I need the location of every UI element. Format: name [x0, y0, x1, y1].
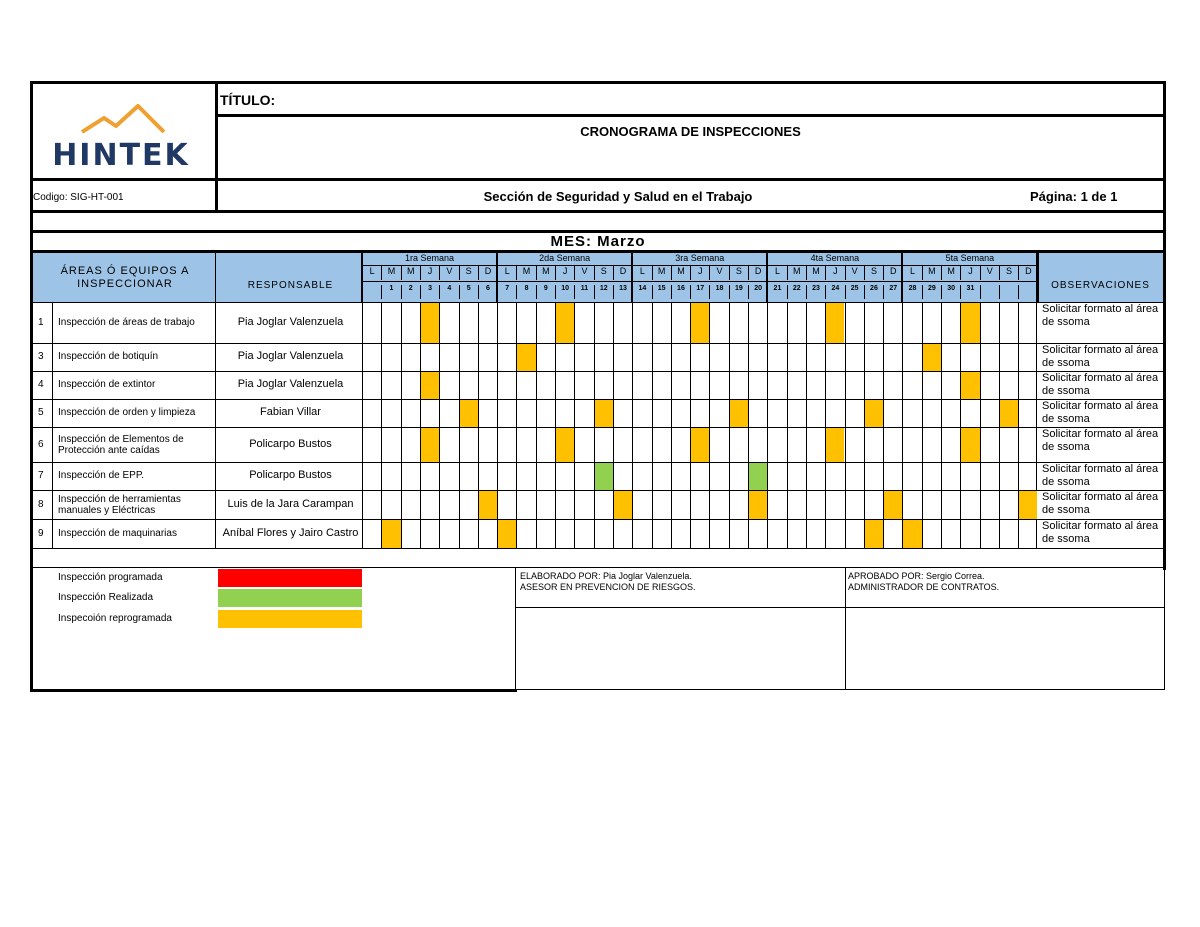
week-label: 3ra Semana — [675, 253, 725, 263]
schedule-mark-reprogramada — [749, 491, 767, 519]
divider — [516, 302, 517, 548]
week-label: 4ta Semana — [810, 253, 860, 263]
day-letter: L — [497, 266, 516, 280]
divider — [362, 265, 1036, 266]
schedule-mark-reprogramada — [556, 303, 574, 343]
mountain-icon — [42, 100, 202, 140]
schedule-mark-reprogramada — [614, 491, 632, 519]
day-number: 8 — [516, 285, 535, 299]
day-letter: M — [922, 266, 941, 280]
row-responsable: Policarpo Bustos — [249, 437, 332, 450]
schedule-mark-reprogramada — [923, 344, 941, 371]
day-letter: M — [806, 266, 825, 280]
aprobado-cargo: ADMINISTRADOR DE CONTRATOS. — [848, 582, 1000, 592]
day-letter: J — [690, 266, 709, 280]
day-number: 1 — [381, 285, 400, 299]
day-number — [1018, 285, 1037, 299]
day-number: 23 — [806, 285, 825, 299]
row-responsable: Pia Joglar Valenzuela — [237, 350, 344, 362]
divider — [33, 548, 1165, 549]
divider — [632, 302, 633, 548]
day-letter: M — [671, 266, 690, 280]
divider — [901, 253, 903, 302]
day-number: 17 — [690, 285, 709, 299]
header-areas: ÁREAS Ó EQUIPOS A INSPECCIONAR — [60, 265, 190, 290]
hintek-logo — [42, 100, 202, 172]
row-observaciones: Solicitar formato al área de ssoma — [1042, 372, 1159, 397]
day-letter: L — [632, 266, 651, 280]
day-number: 6 — [478, 285, 497, 299]
day-number: 21 — [767, 285, 786, 299]
day-number: 4 — [439, 285, 458, 299]
schedule-mark-reprogramada — [826, 303, 844, 343]
day-number: 2 — [401, 285, 420, 299]
day-letter: M — [536, 266, 555, 280]
day-number: 18 — [709, 285, 728, 299]
row-responsable: Luis de la Jara Carampan — [227, 497, 354, 510]
day-number: 14 — [632, 285, 651, 299]
row-index: 3 — [38, 351, 44, 362]
day-letter: V — [845, 266, 864, 280]
day-number: 16 — [671, 285, 690, 299]
day-number: 27 — [883, 285, 902, 299]
row-observaciones: Solicitar formato al área de ssoma — [1042, 463, 1159, 488]
day-number: 19 — [729, 285, 748, 299]
divider — [845, 302, 846, 548]
day-letter: M — [652, 266, 671, 280]
row-observaciones: Solicitar formato al área de ssoma — [1042, 520, 1159, 545]
divider — [671, 302, 672, 548]
legend-swatch-reprogramada — [218, 610, 362, 628]
day-letter: D — [613, 266, 632, 280]
day-letter: V — [980, 266, 999, 280]
row-responsable: Policarpo Bustos — [249, 469, 332, 481]
divider — [33, 519, 1165, 520]
day-number: 28 — [902, 285, 921, 299]
schedule-mark-reprogramada — [517, 344, 535, 371]
row-area: Inspección de herramientas manuales y Eléctricas — [58, 493, 181, 516]
row-index: 9 — [38, 527, 44, 539]
day-letter: S — [999, 266, 1018, 280]
divider — [33, 302, 1165, 303]
schedule-mark-reprogramada — [479, 491, 497, 519]
day-letter: M — [516, 266, 535, 280]
row-area: Inspección de extintor — [58, 379, 156, 390]
divider — [787, 302, 788, 548]
schedule-mark-reprogramada — [498, 520, 516, 548]
day-number: 30 — [941, 285, 960, 299]
divider — [652, 302, 653, 548]
divider — [941, 302, 942, 548]
legend-swatch-programada — [218, 569, 362, 587]
divider — [52, 302, 53, 548]
day-letter: S — [864, 266, 883, 280]
row-responsable: Pia Joglar Valenzuela — [237, 378, 344, 390]
row-area: Inspección de áreas de trabajo — [58, 316, 195, 328]
divider — [33, 343, 1165, 344]
divider — [496, 253, 498, 302]
divider — [980, 302, 981, 548]
divider — [806, 302, 807, 548]
day-letter: J — [960, 266, 979, 280]
divider — [766, 253, 768, 302]
day-number: 9 — [536, 285, 555, 299]
row-area: Inspección de botiquín — [58, 351, 159, 362]
schedule-mark-reprogramada — [865, 520, 883, 548]
schedule-mark-reprogramada — [961, 372, 979, 399]
day-letter: L — [362, 266, 381, 280]
legend-label-reprogramada: Inspecoión reprogramada — [58, 613, 172, 624]
section-title: Sección de Seguridad y Salud en el Trabajo — [483, 189, 753, 204]
schedule-mark-realizada — [749, 463, 767, 490]
schedule-mark-realizada — [595, 463, 613, 490]
aprobado-por: APROBADO POR: Sergio Correa. — [848, 571, 985, 581]
day-letter: D — [883, 266, 902, 280]
day-number: 3 — [420, 285, 439, 299]
schedule-mark-reprogramada — [421, 372, 439, 399]
schedule-mark-reprogramada — [421, 303, 439, 343]
day-number — [980, 285, 999, 299]
day-letter: S — [459, 266, 478, 280]
day-number: 20 — [748, 285, 767, 299]
schedule-mark-reprogramada — [595, 400, 613, 427]
month-label: MES: Marzo — [550, 233, 646, 250]
row-responsable: Pia Joglar Valenzuela — [237, 315, 344, 328]
legend-label-realizada: Inspección Realizada — [58, 592, 154, 603]
day-letter: M — [381, 266, 400, 280]
day-number: 25 — [845, 285, 864, 299]
day-letter: D — [478, 266, 497, 280]
schedule-mark-reprogramada — [826, 428, 844, 462]
row-area: Inspección de maquinarias — [58, 527, 177, 539]
day-letter: V — [574, 266, 593, 280]
day-letter: J — [420, 266, 439, 280]
schedule-mark-reprogramada — [961, 428, 979, 462]
divider — [362, 281, 1036, 282]
day-number: 5 — [459, 285, 478, 299]
codigo-label: Codigo: SIG-HT-001 — [33, 192, 124, 203]
schedule-mark-reprogramada — [865, 400, 883, 427]
divider — [902, 302, 903, 548]
day-number — [999, 285, 1018, 299]
row-index: 1 — [38, 316, 44, 328]
day-letter: D — [748, 266, 767, 280]
day-letter: D — [1018, 266, 1037, 280]
legend-label-programada: Inspección programada — [58, 572, 163, 583]
day-letter: J — [555, 266, 574, 280]
day-number: 22 — [787, 285, 806, 299]
day-letter: M — [787, 266, 806, 280]
divider — [33, 490, 1165, 491]
schedule-mark-reprogramada — [1019, 491, 1037, 519]
row-index: 7 — [38, 470, 44, 481]
day-letter: S — [729, 266, 748, 280]
row-observaciones: Solicitar formato al área de ssoma — [1042, 303, 1159, 328]
divider — [767, 302, 768, 548]
schedule-mark-reprogramada — [903, 520, 921, 548]
day-letter: V — [709, 266, 728, 280]
day-number: 10 — [555, 285, 574, 299]
schedule-mark-reprogramada — [691, 303, 709, 343]
divider — [536, 302, 537, 548]
day-letter: L — [902, 266, 921, 280]
day-number: 29 — [922, 285, 941, 299]
elaborado-cargo: ASESOR EN PREVENCION DE RIESGOS. — [520, 582, 696, 592]
day-number: 7 — [497, 285, 516, 299]
divider — [215, 253, 216, 548]
schedule-mark-reprogramada — [1000, 400, 1018, 427]
day-letter: V — [439, 266, 458, 280]
divider — [497, 302, 498, 548]
day-letter: L — [767, 266, 786, 280]
logo-text: HINTEK — [52, 138, 190, 173]
divider — [401, 302, 402, 548]
legend-swatch-realizada — [218, 589, 362, 607]
header-observaciones: OBSERVACIONES — [1051, 280, 1150, 291]
row-area: Inspección de orden y limpieza — [58, 407, 196, 418]
schedule-mark-reprogramada — [556, 428, 574, 462]
divider — [922, 302, 923, 548]
day-number: 31 — [960, 285, 979, 299]
schedule-mark-reprogramada — [691, 428, 709, 462]
row-observaciones: Solicitar formato al área de ssoma — [1042, 344, 1159, 369]
row-observaciones: Solicitar formato al área de ssoma — [1042, 400, 1159, 425]
row-index: 8 — [38, 498, 44, 510]
day-number: 24 — [825, 285, 844, 299]
day-letter: M — [401, 266, 420, 280]
day-number: 26 — [864, 285, 883, 299]
page-number: Página: 1 de 1 — [1030, 189, 1118, 204]
week-label: 5ta Semana — [945, 253, 995, 263]
divider — [439, 302, 440, 548]
day-number — [362, 285, 381, 299]
day-number: 11 — [574, 285, 593, 299]
row-index: 6 — [38, 438, 44, 450]
day-letter: S — [594, 266, 613, 280]
week-label: 2da Semana — [539, 253, 591, 263]
divider — [33, 427, 1165, 428]
row-observaciones: Solicitar formato al área de ssoma — [1042, 491, 1159, 516]
elaborado-por: ELABORADO POR: Pia Joglar Valenzuela. — [520, 571, 692, 581]
schedule-mark-reprogramada — [382, 520, 400, 548]
day-number: 12 — [594, 285, 613, 299]
schedule-mark-reprogramada — [961, 303, 979, 343]
week-label: 1ra Semana — [405, 253, 455, 263]
divider — [33, 371, 1165, 372]
schedule-mark-reprogramada — [460, 400, 478, 427]
schedule-mark-reprogramada — [730, 400, 748, 427]
day-letter: J — [825, 266, 844, 280]
divider — [709, 302, 710, 548]
schedule-mark-reprogramada — [421, 428, 439, 462]
day-number: 13 — [613, 285, 632, 299]
document-title: CRONOGRAMA DE INSPECCIONES — [580, 124, 801, 139]
row-responsable: Fabian Villar — [260, 406, 321, 418]
row-area: Inspección de Elementos de Protección ante caídas — [58, 433, 184, 456]
day-number: 15 — [652, 285, 671, 299]
day-letter: M — [941, 266, 960, 280]
schedule-mark-reprogramada — [884, 491, 902, 519]
row-index: 4 — [38, 379, 44, 390]
row-area: Inspección de EPP. — [58, 470, 144, 481]
divider — [631, 253, 633, 302]
row-observaciones: Solicitar formato al área de ssoma — [1042, 428, 1159, 453]
titulo-label: TÍTULO: — [220, 92, 276, 108]
row-responsable: Aníbal Flores y Jairo Castro — [222, 526, 359, 539]
row-index: 5 — [38, 407, 44, 418]
divider — [381, 302, 382, 548]
header-responsable: RESPONSABLE — [247, 280, 334, 291]
divider — [574, 302, 575, 548]
